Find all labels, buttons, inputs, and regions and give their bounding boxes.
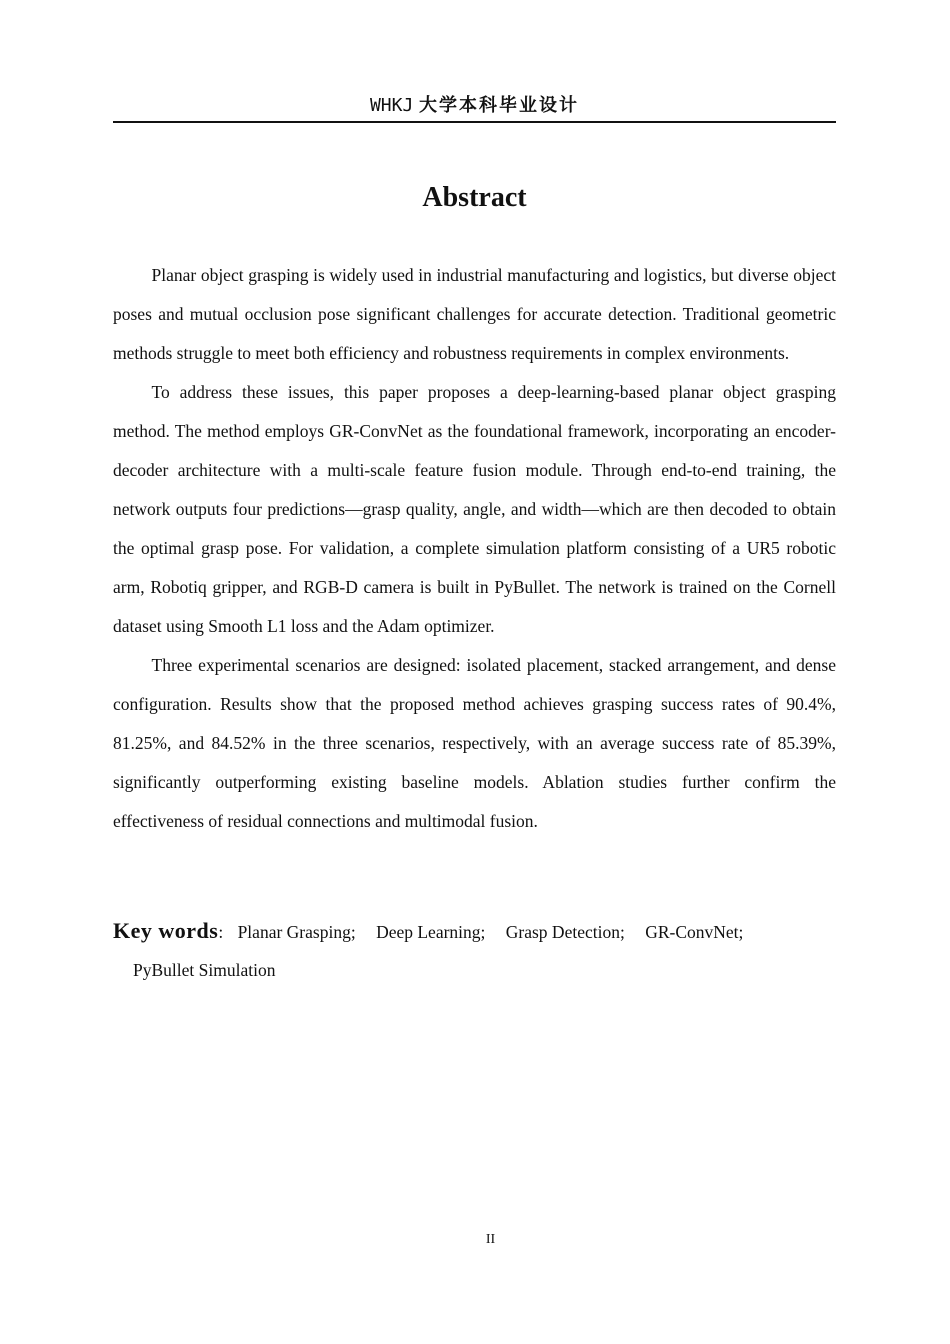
abstract-paragraph-3: Three experimental scenarios are designed: isolated placement, stacked arrangement, and dense configuration. Results show that the proposed method achieves grasping success rates of 90.4%, 81.25%, and 84.52% in the three scenarios, respectively, with an average success rate of 85.39%, significantly outperforming existing baseline models. Ablation studies further confirm the effectiveness of residual connections and multimodal fusion. <box>113 655 836 831</box>
keywords-block <box>113 912 836 989</box>
abstract-paragraph-2: To address these issues, this paper proposes a deep-learning-based planar object grasping method. The method employs GR-ConvNet as the foundational framework, incorporating an encoder-decoder architecture with a multi-scale feature fusion module. Through end-to-end training, the network outputs four predictions—grasp quality, angle, and width—which are then decoded to obtain the optimal grasp pose. For validation, a complete simulation platform consisting of a UR5 robotic arm, Robotiq gripper, and RGB-D camera is built in PyBullet. The network is trained on the Cornell dataset using Smooth L1 loss and the Adam optimizer. <box>113 382 836 636</box>
keywords-colon: : <box>218 922 224 942</box>
keywords-label: Key words <box>113 918 219 943</box>
abstract-paragraph-1: Planar object grasping is widely used in industrial manufacturing and logistics, but diverse object poses and mutual occlusion pose significant challenges for accurate detection. Traditional geometric methods struggle to meet both efficiency and robustness requirements in complex environments. <box>113 265 836 363</box>
keywords-line-2 <box>113 951 836 989</box>
keywords-line-1 <box>113 912 836 951</box>
page-number: II <box>485 1232 496 1247</box>
header-thesis-type: 大学本科毕业设计 <box>419 95 580 116</box>
keyword-item: GR-ConvNet; <box>645 922 744 942</box>
header-rule <box>113 121 836 123</box>
keyword-item: Planar Grasping; <box>237 922 356 942</box>
page-title: Abstract <box>422 182 527 213</box>
keyword-item: PyBullet Simulation <box>133 960 276 980</box>
running-header <box>113 92 836 120</box>
abstract-body <box>113 256 836 841</box>
keyword-item: Deep Learning; <box>376 922 486 942</box>
header-institution-code: WHKJ <box>369 95 414 116</box>
keyword-item: Grasp Detection; <box>505 922 625 942</box>
